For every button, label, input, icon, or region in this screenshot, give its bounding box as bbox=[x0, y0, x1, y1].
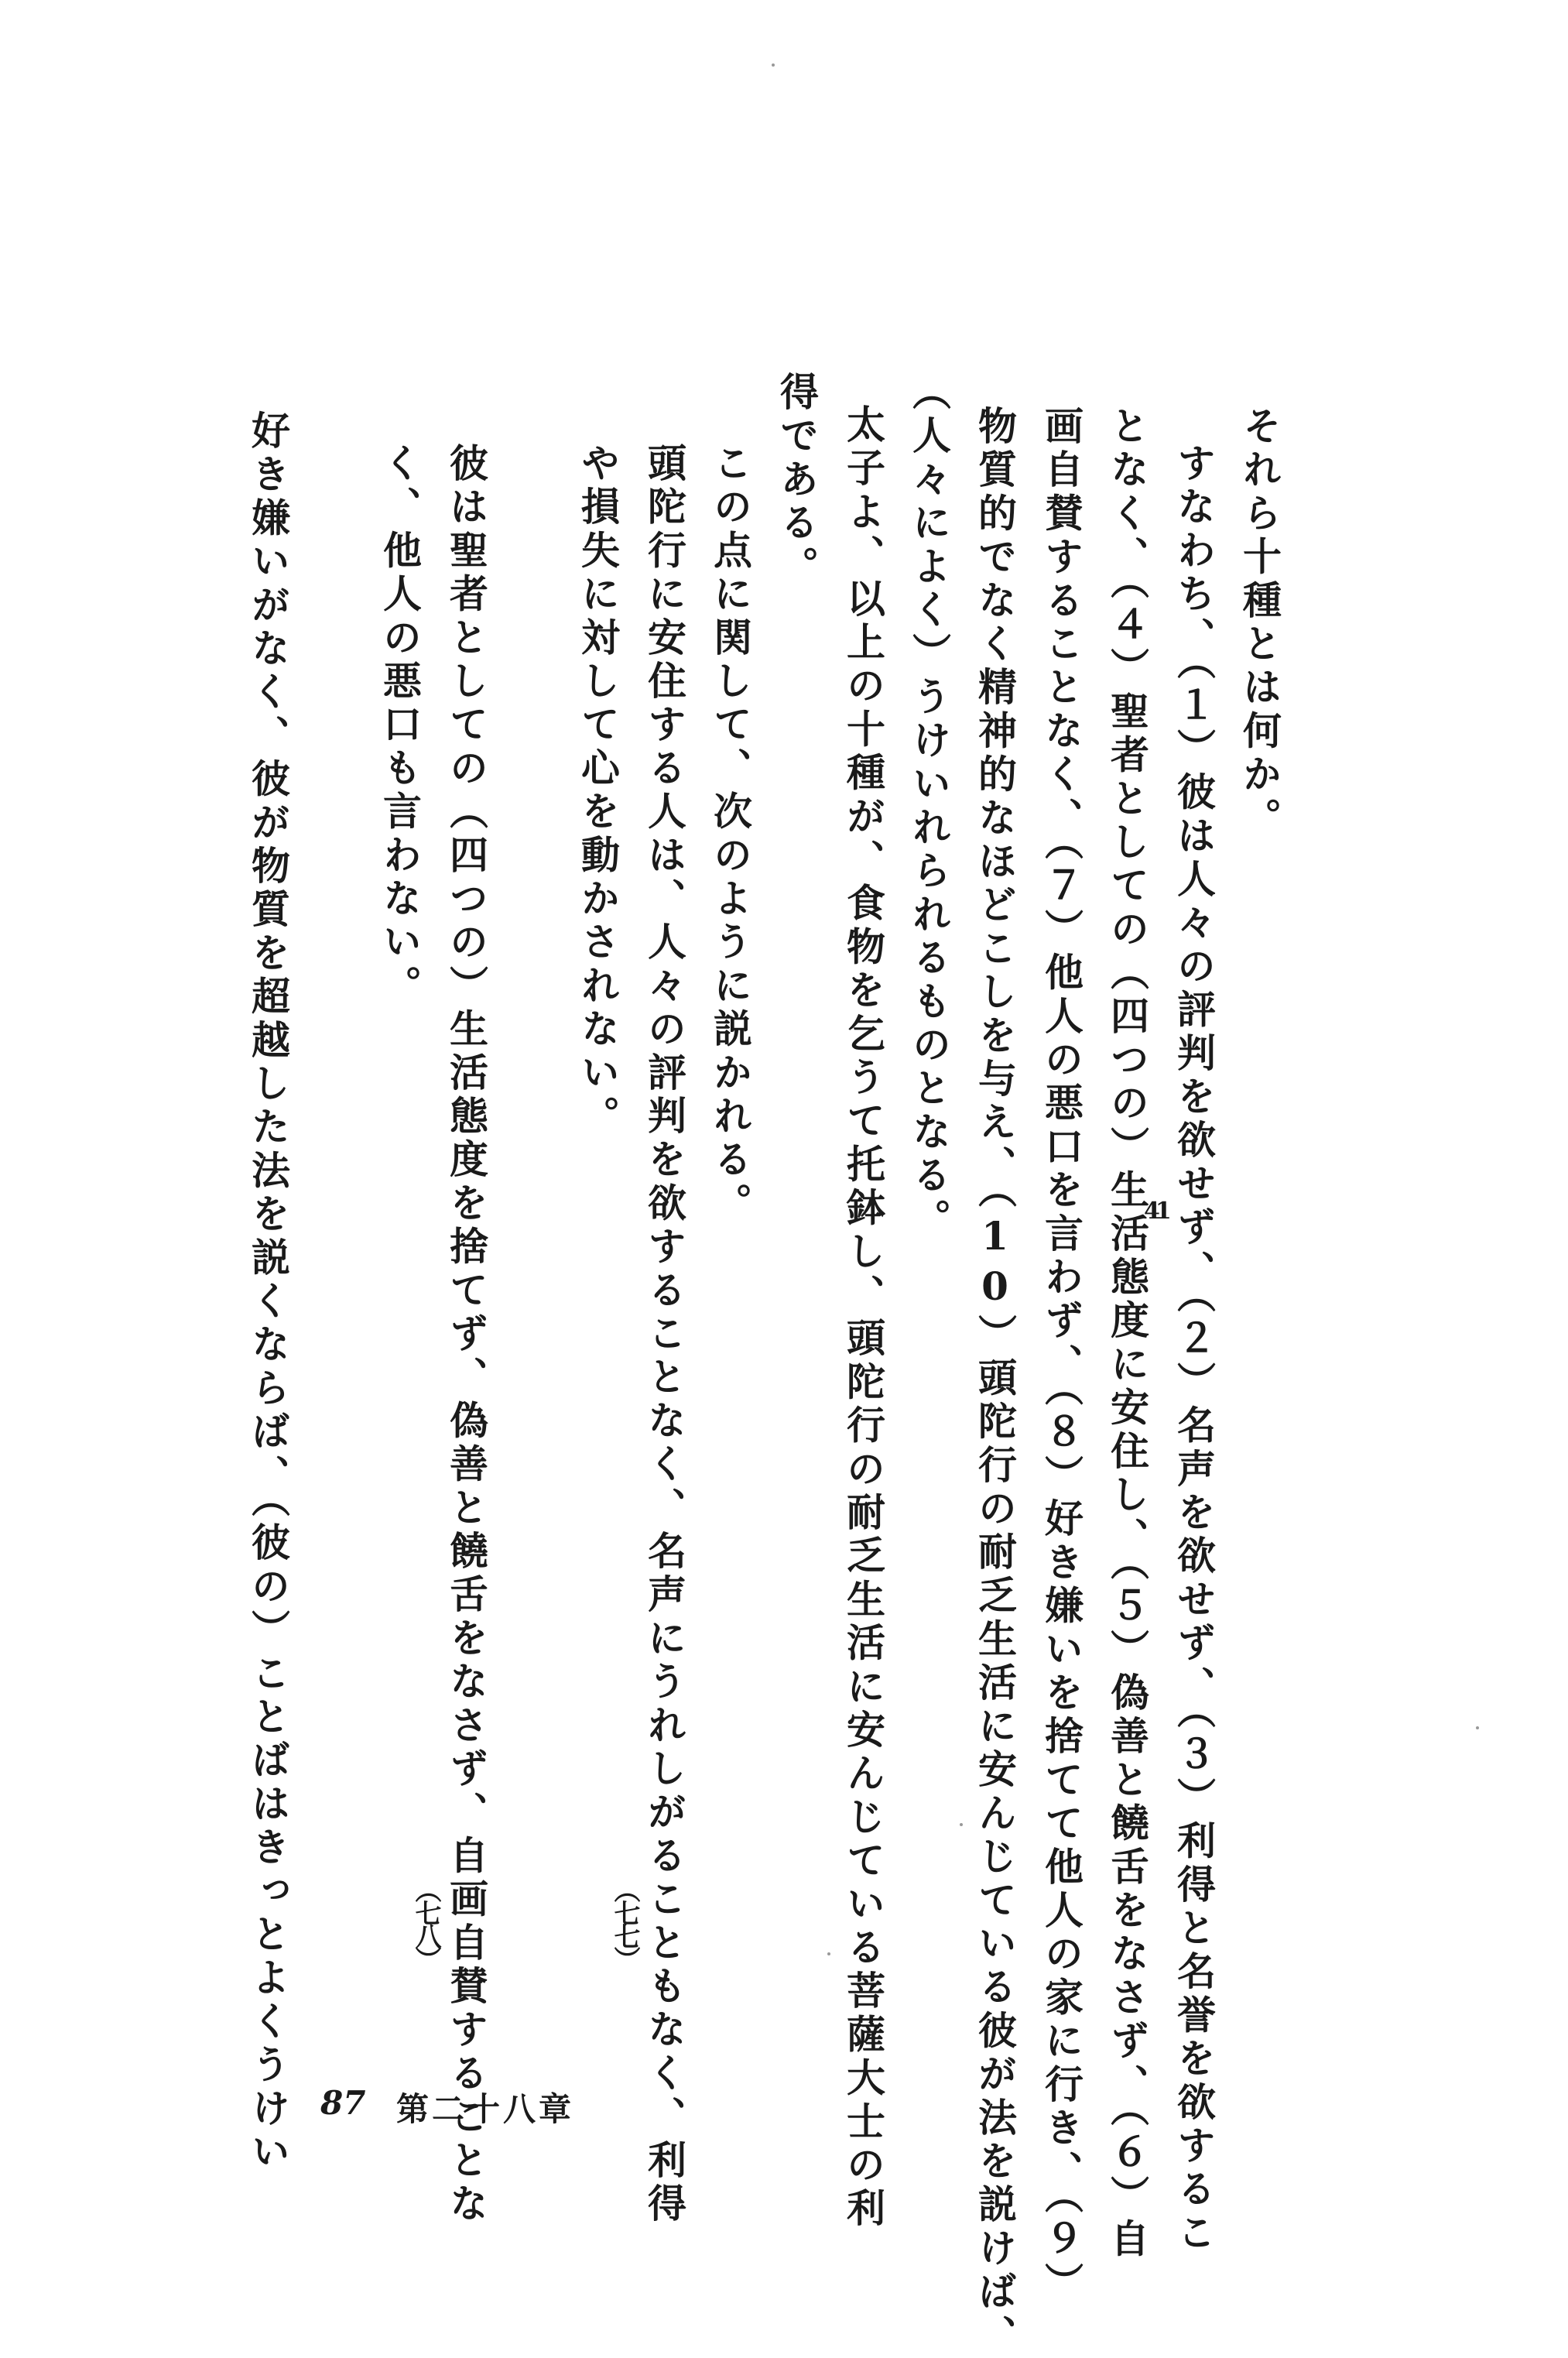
text-column: 物質的でなく精神的なほどこしを与え、（10）頭陀行の耐乏生活に安んじている彼が法を説けば、 bbox=[972, 406, 1018, 2358]
text-column: く、他人の悪口も言わない。 bbox=[377, 443, 423, 1009]
text-column: それら十種とは何か。 bbox=[1237, 406, 1282, 841]
text-column: 得である。 bbox=[774, 372, 820, 589]
verse-number: （七八） bbox=[410, 1876, 441, 1969]
scan-speck bbox=[772, 63, 775, 67]
note-reference: 41 bbox=[1144, 1198, 1167, 1225]
text-column: 好き嫌いがなく、彼が物質を超越した法を説くならば、（彼の）ことばはきっとよくうけい bbox=[245, 410, 291, 2175]
page-number: 87 bbox=[320, 2084, 366, 2122]
verse-number: （七七） bbox=[609, 1876, 640, 1969]
scan-speck bbox=[1476, 1726, 1479, 1729]
text-column: 頭陀行に安住する人は、人々の評判を欲することなく、名声にうれしがることもなく、利得 bbox=[642, 443, 687, 2227]
text-column: この点に関して、次のように説かれる。 bbox=[707, 443, 753, 1226]
scan-speck bbox=[960, 1823, 963, 1826]
scan-speck bbox=[827, 1952, 830, 1955]
chapter-title: 第二十八章 bbox=[396, 2090, 575, 2128]
text-column: となく、（４）聖者としての（四つの）生活態度に安住し、（５）偽善と饒舌をなさず、（６）自 bbox=[1104, 406, 1150, 2262]
text-column: 彼は聖者としての（四つの）生活態度を捨てず、偽善と饒舌をなさず、自画自賛することな bbox=[443, 443, 489, 2227]
text-column: 画自賛することなく、（７）他人の悪口を言わず、（８）好き嫌いを捨てて他人の家に行き、（９） bbox=[1039, 406, 1084, 2305]
text-column: 太子よ、以上の十種が、食物を乞うて托鉢し、頭陀行の耐乏生活に安んじている菩薩大士の利 bbox=[840, 404, 886, 2232]
text-column: や損失に対して心を動かされない。 bbox=[575, 443, 621, 1140]
text-column: （人々によく）うけいれられるものとなる。 bbox=[906, 372, 952, 1242]
text-column: すなわち、（１）彼は人々の評判を欲せず、（２）名声を欲せず、（３）利得と名誉を欲するこ bbox=[1171, 443, 1217, 2256]
